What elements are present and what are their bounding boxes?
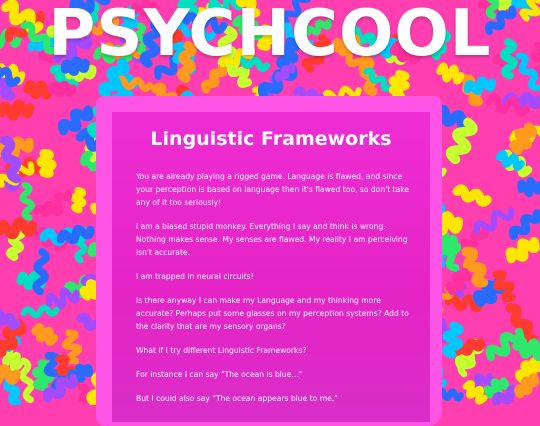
- paragraph: I am trapped in neural circuits!: [136, 272, 254, 281]
- squiggle: [39, 152, 54, 174]
- paragraph: Is there anyway I can make my Language and my thinking more accurate? Perhaps put some glasses on my perception systems? Add to the clarity that are my sensory organs?: [136, 296, 409, 331]
- squiggle: [34, 327, 56, 343]
- squiggle: [0, 368, 17, 382]
- paragraph: What if I try different Linguistic Frameworks?: [136, 346, 307, 355]
- squiggle: [52, 85, 73, 94]
- paragraph: For instance I can say "The ocean is blue...": [136, 370, 303, 379]
- site-title[interactable]: PSYCHCOOL: [48, 0, 492, 71]
- squiggle: [466, 78, 493, 94]
- paragraph: But I could also say "The ocean appears blue to me.": [136, 394, 338, 403]
- paragraph: You are already playing a rigged game. Language is flawed, and since your perception is based on language then it's flawed too, so don't take any of it too seriously!: [136, 172, 410, 207]
- article-card: [112, 112, 430, 422]
- squiggle: [393, 74, 406, 93]
- squiggle: [74, 190, 83, 209]
- squiggle: [28, 84, 50, 95]
- paragraph: I am a biased stupid monkey. Everything I say and think is wrong. Nothing makes sense. My senses are flawed. My reality I am perceiving isn't accurate.: [136, 222, 408, 257]
- article-body: [112, 170, 430, 405]
- article-title: Linguistic Frameworks: [150, 128, 392, 150]
- squiggle: [37, 207, 61, 215]
